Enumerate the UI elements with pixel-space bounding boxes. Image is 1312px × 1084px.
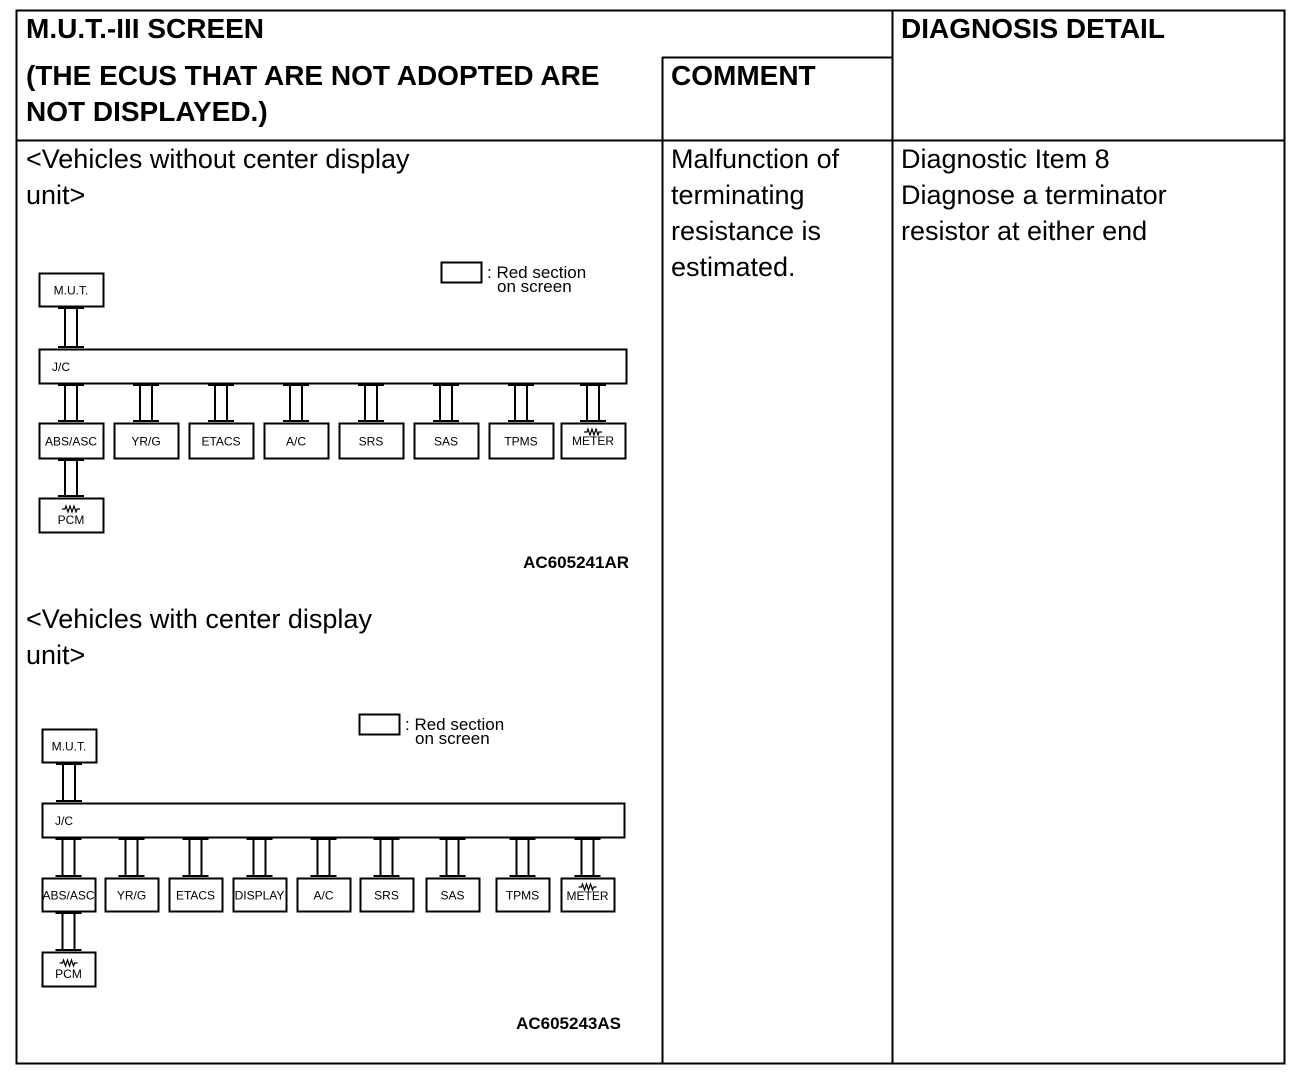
ecu-label-a-c: A/C [313, 888, 334, 903]
ecu-label-abs-asc: ABS/ASC [42, 888, 95, 903]
legend-text-line2: on screen [415, 729, 490, 748]
pcm-label: PCM [55, 967, 82, 981]
ecu-label-srs: SRS [374, 888, 399, 903]
ecu-label-sas: SAS [433, 434, 459, 449]
diagnosis-line2: Diagnose a terminator [901, 180, 1167, 210]
mut-tool-label: M.U.T. [53, 283, 89, 298]
ecu-connector-display [247, 839, 273, 876]
section1-heading-line2: unit> [26, 180, 86, 210]
legend-text-line1: : Red section [405, 715, 505, 734]
junction-connector-label: J/C [52, 360, 70, 374]
legend-box [360, 715, 400, 735]
ecu-connector-a-c [311, 839, 337, 876]
diagnosis-column-title: DIAGNOSIS DETAIL [901, 13, 1165, 44]
screen-column-subtitle-line1: (THE ECUS THAT ARE NOT ADOPTED ARE [26, 60, 600, 91]
ecu-label-etacs: ETACS [175, 888, 216, 903]
ecu-label-a-c: A/C [285, 434, 307, 449]
ecu-label-meter: METER [566, 889, 609, 903]
ecu-connector-abs-asc [56, 839, 82, 876]
ecu-connector-tpms [510, 839, 536, 876]
legend-text-line2: on screen [497, 277, 572, 296]
ecu-label-abs-asc: ABS/ASC [44, 434, 98, 449]
legend-text-line1: : Red section [487, 263, 587, 282]
mut-connector [56, 764, 82, 801]
junction-connector-bus [43, 804, 625, 838]
section1-heading-line1: <Vehicles without center display [26, 144, 410, 174]
ecu-label-srs: SRS [358, 434, 384, 449]
comment-line2: terminating [671, 180, 805, 210]
ecu-label-tpms: TPMS [504, 434, 538, 449]
screen-column-title: M.U.T.-III SCREEN [26, 13, 265, 44]
pcm-label: PCM [57, 513, 85, 527]
ecu-label-yr-g: YR/G [116, 888, 147, 903]
ecu-connector-yr-g [119, 839, 145, 876]
section2-heading-line2: unit> [26, 640, 86, 670]
section2-heading-line1: <Vehicles with center display [26, 604, 372, 634]
ecu-label-sas: SAS [440, 888, 465, 903]
comment-line1: Malfunction of [671, 144, 840, 174]
screen-column-subtitle-line2: NOT DISPLAYED.) [26, 96, 268, 127]
ecu-label-etacs: ETACS [201, 434, 241, 449]
mut-tool-label: M.U.T. [51, 739, 87, 754]
ecu-connector-meter [575, 839, 601, 876]
ecu-label-meter: METER [572, 434, 614, 448]
figure-code: AC605243AS [516, 1014, 621, 1033]
comment-line4: estimated. [671, 252, 796, 282]
comment-line3: resistance is [671, 216, 822, 246]
figure-code: AC605241AR [523, 553, 629, 572]
ecu-label-display: DISPLAY [234, 888, 285, 903]
ecu-connector-srs [374, 839, 400, 876]
ecu-connector-sas [440, 839, 466, 876]
pcm-connector [56, 913, 82, 950]
comment-column-title: COMMENT [671, 60, 816, 91]
ecu-connector-etacs [183, 839, 209, 876]
ecu-label-yr-g: YR/G [131, 434, 161, 449]
ecu-label-tpms: TPMS [505, 888, 540, 903]
diagnosis-line1: Diagnostic Item 8 [901, 144, 1110, 174]
diagnosis-line3: resistor at either end [901, 216, 1148, 246]
junction-connector-label: J/C [55, 814, 73, 828]
